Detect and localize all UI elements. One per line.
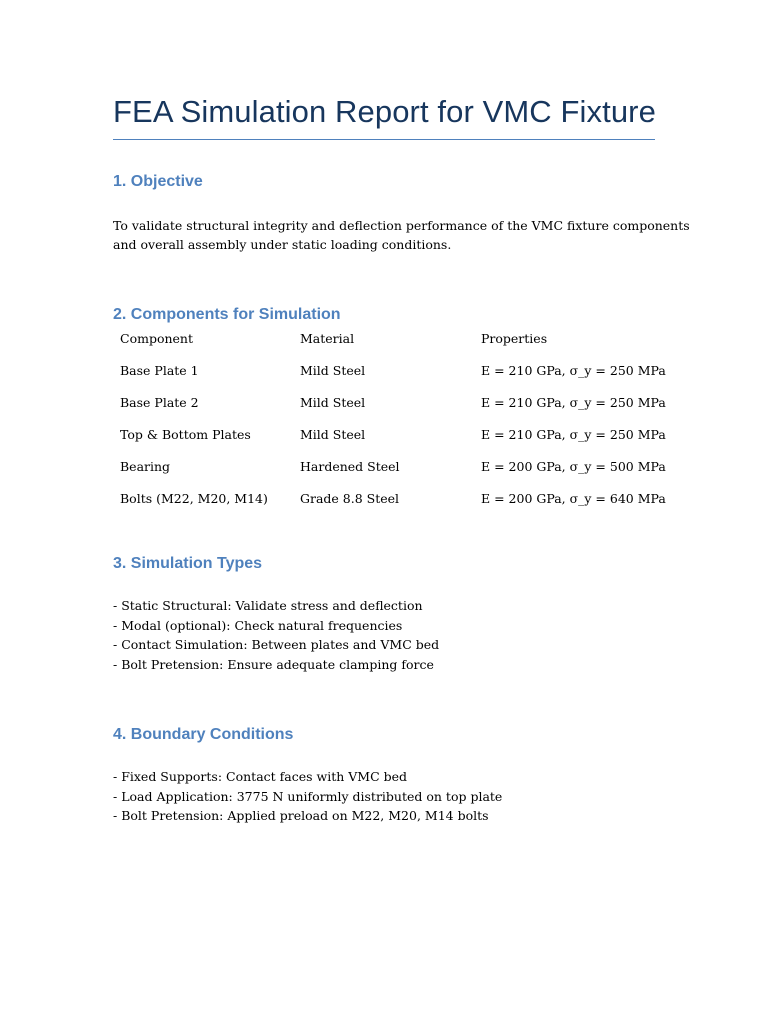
objective-heading: 1. Objective bbox=[113, 173, 203, 190]
table-row bbox=[113, 389, 673, 421]
list-item: - Bolt Pretension: Applied preload on M22, M20, M14 bolts bbox=[113, 808, 489, 823]
column-header-component: Component bbox=[120, 331, 193, 346]
table-cell-material: Mild Steel bbox=[300, 363, 366, 378]
objective-paragraph bbox=[113, 216, 690, 254]
table-cell-properties: E = 210 GPa, σ_y = 250 MPa bbox=[481, 427, 666, 442]
title-underline bbox=[113, 139, 655, 140]
table-cell-component: Base Plate 1 bbox=[120, 363, 199, 378]
list-item: - Contact Simulation: Between plates and VMC bed bbox=[113, 637, 440, 652]
table-cell-properties: E = 200 GPa, σ_y = 640 MPa bbox=[481, 491, 666, 506]
list-item: - Modal (optional): Check natural frequencies bbox=[113, 617, 403, 633]
table-cell-component: Bolts (M22, M20, M14) bbox=[120, 491, 268, 506]
table-header-row bbox=[113, 325, 673, 357]
boundary-conditions-list bbox=[113, 767, 502, 826]
list-item: - Bolt Pretension: Ensure adequate clamping force bbox=[113, 656, 434, 672]
objective-line: To validate structural integrity and deflection performance of the VMC fixture components bbox=[113, 218, 690, 233]
table-cell-component: Base Plate 2 bbox=[120, 395, 199, 410]
list-item: - Static Structural: Validate stress and deflection bbox=[113, 598, 423, 613]
table-row bbox=[113, 421, 673, 453]
table-row bbox=[113, 453, 673, 485]
table-cell-component: Top & Bottom Plates bbox=[120, 427, 251, 442]
list-item: - Load Application: 3775 N uniformly distributed on top plate bbox=[113, 788, 503, 804]
simulation-types-heading: 3. Simulation Types bbox=[113, 555, 263, 572]
table-cell-material: Mild Steel bbox=[300, 395, 366, 410]
table-cell-material: Mild Steel bbox=[300, 427, 366, 442]
components-heading: 2. Components for Simulation bbox=[113, 306, 341, 323]
column-header-properties: Properties bbox=[481, 331, 548, 346]
column-header-material: Material bbox=[300, 331, 355, 346]
table-cell-material: Hardened Steel bbox=[300, 459, 400, 474]
list-item: - Fixed Supports: Contact faces with VMC bed bbox=[113, 769, 408, 784]
table-cell-properties: E = 200 GPa, σ_y = 500 MPa bbox=[481, 459, 666, 474]
simulation-types-list bbox=[113, 596, 439, 674]
boundary-conditions-heading: 4. Boundary Conditions bbox=[113, 726, 294, 743]
table-cell-properties: E = 210 GPa, σ_y = 250 MPa bbox=[481, 395, 666, 410]
table-cell-component: Bearing bbox=[120, 459, 171, 474]
table-row bbox=[113, 485, 673, 517]
components-table bbox=[113, 325, 673, 517]
table-cell-material: Grade 8.8 Steel bbox=[300, 491, 400, 506]
objective-line: and overall assembly under static loading conditions. bbox=[113, 237, 452, 252]
table-row bbox=[113, 357, 673, 389]
table-cell-properties: E = 210 GPa, σ_y = 250 MPa bbox=[481, 363, 666, 378]
document-title: FEA Simulation Report for VMC Fixture bbox=[113, 94, 656, 129]
